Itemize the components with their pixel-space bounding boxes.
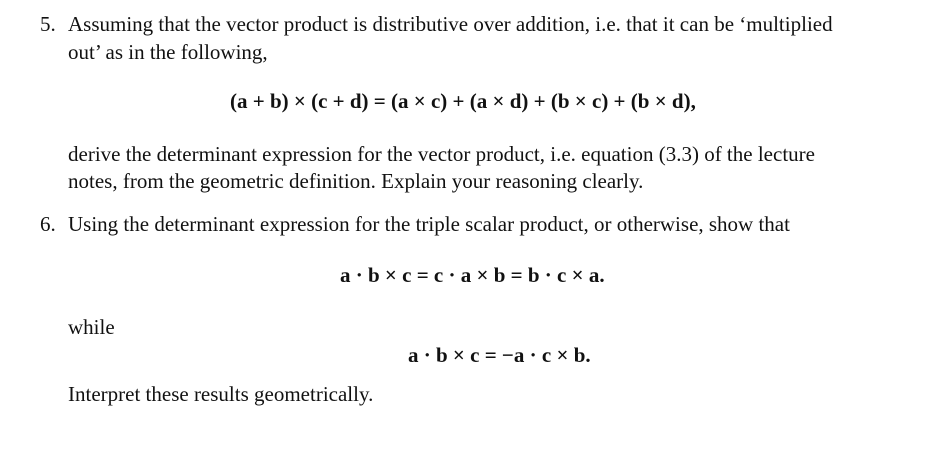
closing-instruction: Interpret these results geometrically.	[68, 382, 374, 406]
connector-text: while	[68, 315, 115, 339]
triple-product-antisymmetry-equation: a · b × c = −a · c × b.	[408, 343, 591, 367]
question-text-line: out’ as in the following,	[68, 40, 268, 64]
question-text-line: Assuming that the vector product is distributive over addition, i.e. that it can be ‘multiplied	[68, 12, 833, 36]
question-text-line: Using the determinant expression for the triple scalar product, or otherwise, show that	[68, 212, 790, 236]
question-text-line: notes, from the geometric definition. Explain your reasoning clearly.	[68, 169, 644, 193]
triple-product-equation: a · b × c = c · a × b = b · c × a.	[340, 263, 605, 287]
distributive-equation: (a + b) × (c + d) = (a × c) + (a × d) + (b × c) + (b × d),	[230, 89, 696, 113]
question-number: 6.	[40, 212, 56, 236]
question-text-line: derive the determinant expression for the vector product, i.e. equation (3.3) of the lecture	[68, 142, 815, 166]
question-number: 5.	[40, 12, 56, 36]
